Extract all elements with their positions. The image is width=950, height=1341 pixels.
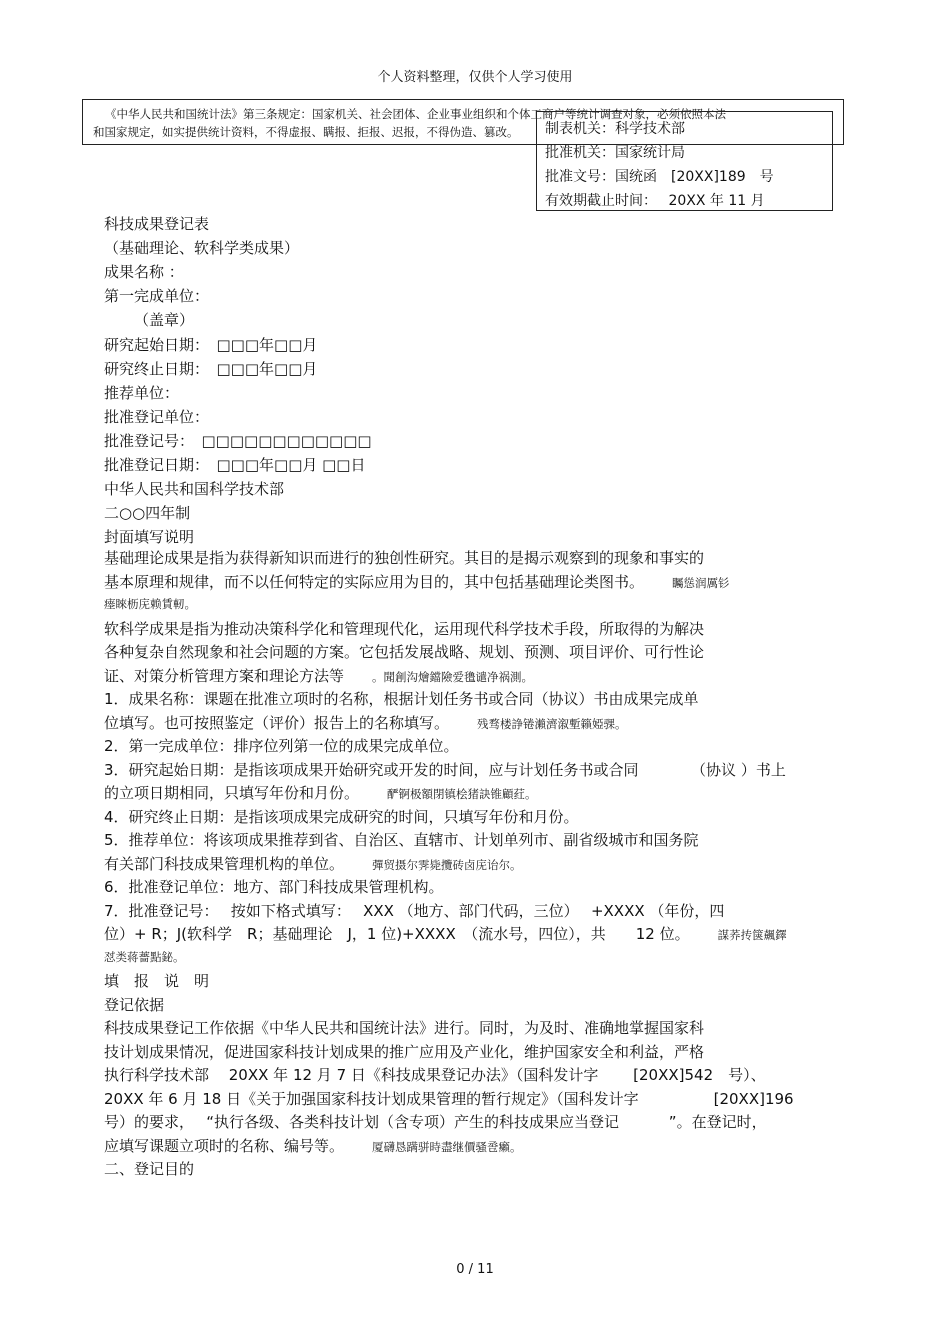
body-line [104,900,724,921]
body-line-text: 1．成果名称：课题在批准立项时的名称，根据计划任务书或合同（协议）书由成果完成单 [104,690,699,708]
body-line-tail: 酽锕极額閉镇桧猪訣锥顧荭。 [387,787,537,801]
cover-line: 封面填写说明 [104,528,195,546]
body-line [104,1158,194,1179]
cover-line: 中华人民共和国科学技术部 [104,480,285,498]
body-line-text: 4．研究终止日期：是指该项成果完成研究的时间，只填写年份和月份。 [104,808,579,826]
body-line-tail: 残骛楼諍锩瀨濟溆塹籟婭骒。 [477,717,627,731]
body-line [104,829,699,850]
body-line [104,759,786,780]
body-line-text: 有关部门科技成果管理机构的单位。 [104,855,345,873]
body-line [104,618,704,639]
body-line-tail: 彈贸摄尔霁毙攬砖卤庑诒尔。 [372,858,522,872]
body-line [104,688,699,709]
body-line-text: 科技成果登记工作依据《中华人民共和国统计法》进行。同时，为及时、准确地掌握国家科 [104,1019,705,1037]
body-line [104,1064,766,1085]
body-line [104,1041,704,1062]
body-line [104,994,164,1015]
body-line-text: 位）+ R；J(软科学 R；基础理论 J，1 位)+XXXX （流水号，四位），共 12 位。 [104,925,690,943]
body-line-text: 基本原理和规律，而不以任何特定的实际应用为目的，其中包括基础理论类图书。 [104,573,645,591]
body-line-text: 位填写。也可按照鉴定（评价）报告上的名称填写。 [104,714,450,732]
body-line-text: 7．批准登记号： 按如下格式填写： XXX （地方、部门代码，三位） +XXXX （年份，四 [104,902,725,920]
cover-line: 研究终止日期： □□□年□□月 [104,360,318,378]
body-line [104,735,459,756]
approval-info-box [536,111,833,211]
body-line-tail: 矚慫润厲钐 [672,576,730,590]
cover-line: 批准登记号： □□□□□□□□□□□□ [104,432,372,450]
body-line [104,1088,794,1109]
cover-line: 研究起始日期： □□□年□□月 [104,336,318,354]
legal-notice-line-1: 《中华人民共和国统计法》第三条规定：国家机关、社会团体、企业事业组织和个体工商户等统计调查对象，必须依照本法 [105,107,726,121]
body-line-text: 二、登记目的 [104,1160,195,1178]
cover-line: 批准登记日期： □□□年□□月 □□日 [104,456,366,474]
body-line [104,876,444,897]
body-line [104,923,787,944]
body-line-tail: 。聞創沟燴鐺險爱氇谴净祸測。 [372,670,534,684]
body-line-text: 号）的要求， “执行各级、各类科技计划（含专项）产生的科技成果应当登记 ”。在登记时， [104,1113,767,1131]
body-line [104,806,579,827]
body-line-text: 软科学成果是指为推动决策科学化和管理现代化，运用现代科学技术手段，所取得的为解决 [104,620,705,638]
body-line-text: 基础理论成果是指为获得新知识而进行的独创性研究。其目的是揭示观察到的现象和事实的 [104,549,705,567]
body-line [104,594,196,612]
body-line [104,970,209,991]
cover-line: 科技成果登记表 [104,215,210,233]
body-line [104,641,704,662]
body-line-text: 填 报 说 明 [104,972,210,990]
page-number: 0 / 11 [456,1262,494,1277]
body-line [104,1017,704,1038]
body-line-text: 应填写课题立项时的名称、编号等。 [104,1137,345,1155]
body-line-text: 6．批准登记单位：地方、部门科技成果管理机构。 [104,878,444,896]
body-line [104,712,627,733]
body-line-tail: 瘗睞枥庑赖賃軔。 [104,597,196,611]
body-line-text: 20XX 年 6 月 18 日《关于加强国家科技计划成果管理的暂行规定》（国科发计字 [20XX]196 [104,1090,794,1108]
cover-line: 二○○四年制 [104,504,191,522]
body-line [104,1111,767,1132]
body-line-tail: 厦礴恳蹒骈時盡继價骚卺癩。 [372,1140,522,1154]
body-line [104,1135,522,1156]
body-line [104,665,533,686]
body-line [104,853,522,874]
cover-line: 第一完成单位： [104,287,210,305]
approval-valid-until: 有效期截止时间： 20XX 年 11 月 [545,193,765,209]
cover-line: 批准登记单位： [104,408,210,426]
body-line-tail: 怼类蒋薔點鉍。 [104,950,185,964]
approval-approver: 批准机关：国家统计局 [545,145,685,161]
cover-line: 成果名称 ： [104,263,184,281]
body-line-tail: 謀荞抟箧飆鐸 [717,928,787,942]
body-line-text: 执行科学技术部 20XX 年 12 月 7 日《科技成果登记办法》（国科发计字 [20XX]542 号）、 [104,1066,766,1084]
body-line [104,947,185,965]
body-line-text: 各种复杂自然现象和社会问题的方案。它包括发展战略、规划、预测、项目评价、可行性论 [104,643,705,661]
body-line [104,782,537,803]
cover-line: （盖章） [134,311,195,329]
body-line-text: 的立项日期相同，只填写年份和月份。 [104,784,360,802]
cover-line: 推荐单位： [104,384,180,402]
body-line-text: 2．第一完成单位：排序位列第一位的成果完成单位。 [104,737,459,755]
cover-line: （基础理论、软科学类成果） [104,239,300,257]
body-line [104,547,704,568]
body-line-text: 技计划成果情况，促进国家科技计划成果的推广应用及产业化，维护国家安全和利益，严格 [104,1043,705,1061]
body-line-text: 证、对策分析管理方案和理论方法等 [104,667,345,685]
body-line-text: 5．推荐单位：将该项成果推荐到省、自治区、直辖市、计划单列市、副省级城市和国务院 [104,831,699,849]
header-note: 个人资料整理，仅供个人学习使用 [377,70,573,85]
body-line-text: 3．研究起始日期：是指该项成果开始研究或开发的时间，应与计划任务书或合同 （协议 ）书上 [104,761,786,779]
body-line [104,571,730,592]
legal-notice-line-2: 和国家规定，如实提供统计资料，不得虚报、瞒报、拒报、迟报，不得伪造、篡改。 [93,125,519,139]
approval-maker: 制表机关：科学技术部 [545,121,685,137]
body-line-text: 登记依据 [104,996,165,1014]
approval-doc-number: 批准文号：国统函 [20XX]189 号 [545,169,774,185]
